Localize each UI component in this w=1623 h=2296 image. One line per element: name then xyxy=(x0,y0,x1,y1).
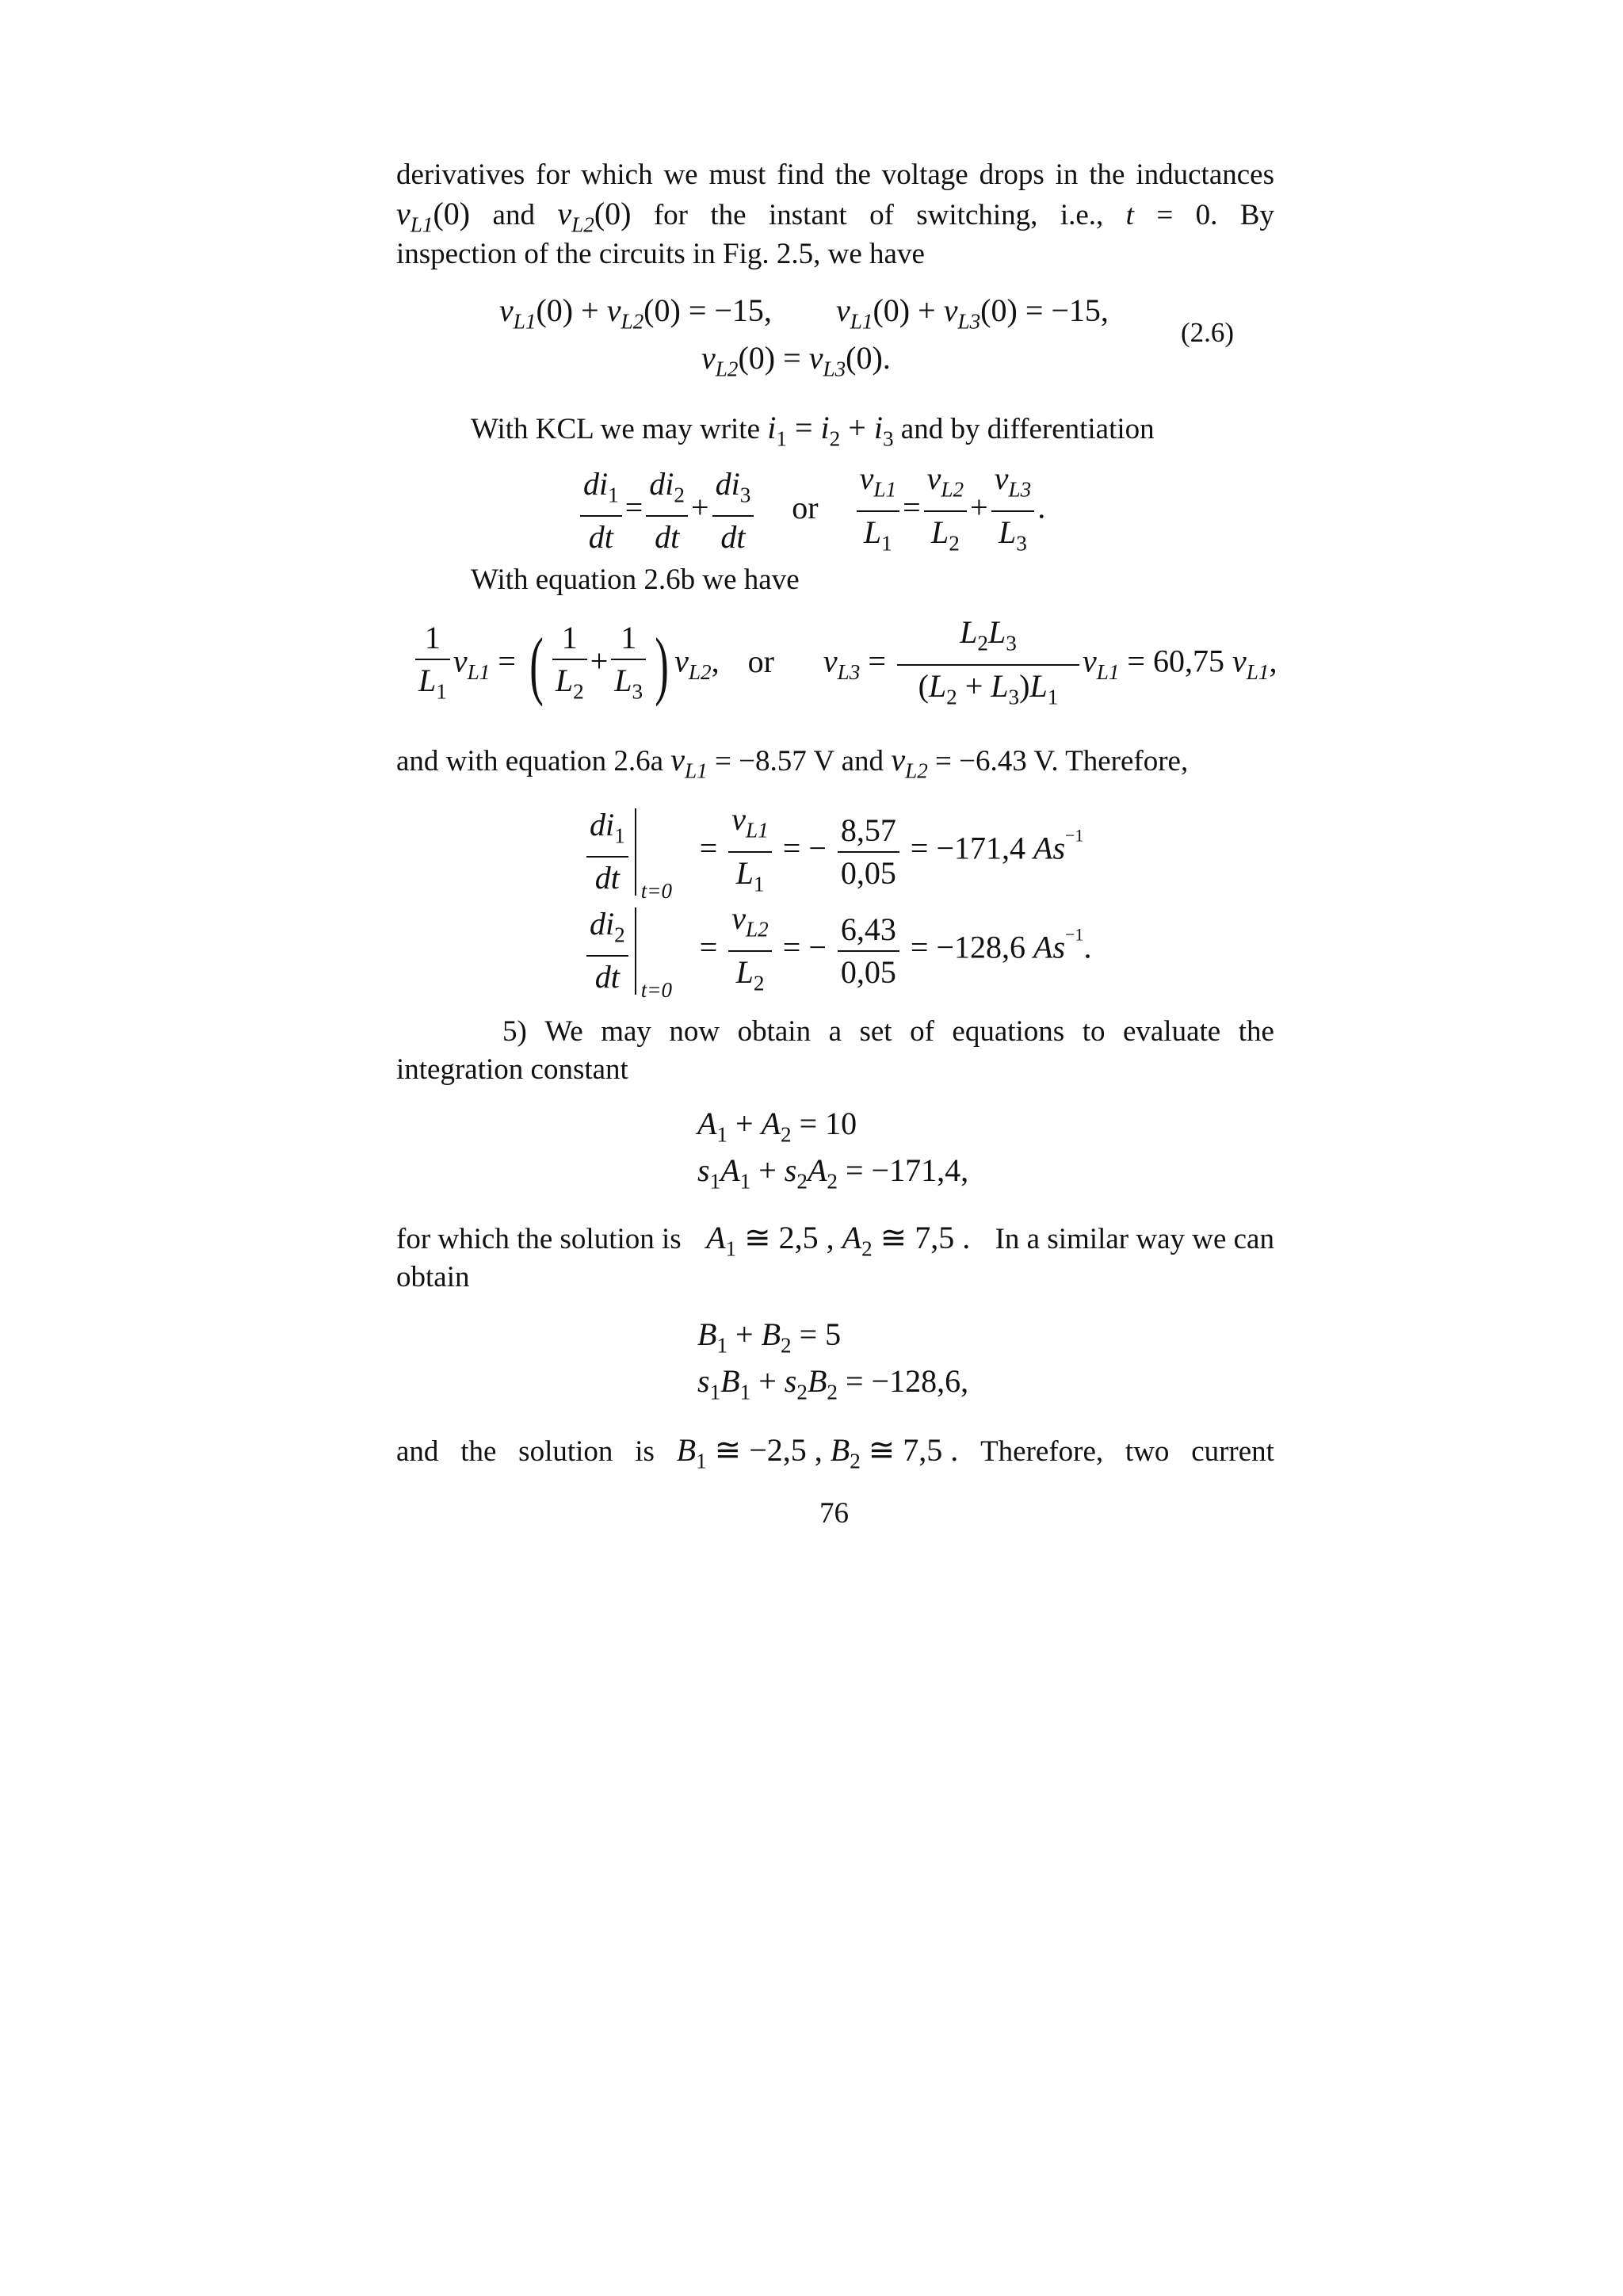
word: By xyxy=(1239,199,1274,231)
or-text-2: or xyxy=(747,643,774,679)
eq-2-6-row1-right: $v_{L1}(0) + v_{L3}(0) = -15$, xyxy=(836,292,1109,334)
system-b-row-1: $B_1 + B_2 = 5$ xyxy=(697,1316,842,1358)
equation-number: (2.6) xyxy=(1181,317,1235,348)
system-b-row-2: $s_1B_1 + s_2B_2 = -128,6$, xyxy=(697,1363,969,1404)
word: 0. xyxy=(1195,199,1218,231)
kcl-line: With KCL we may write $i_1 = i_2 + i_3$ and by differentiation xyxy=(471,410,1155,451)
page-number: 76 xyxy=(819,1497,849,1530)
word: = xyxy=(1156,199,1174,231)
word: switching, xyxy=(916,199,1038,231)
eval-di1: $\frac{di_1}{dt}$ t=0 = $\frac{v_{L1}}{L_1}$ = − $\frac{8,57}{0,05}$ = −171,4 $As^{-1}$ xyxy=(583,799,1083,904)
solution-a-line-1: for which the solution is $A_1$ ≅ 2,5 , $A_2$ ≅ 7,5 . In a similar way we can xyxy=(396,1220,1274,1261)
paragraph-1-line-3: inspection of the circuits in Fig. 2.5, we have xyxy=(396,238,925,270)
word: i.e., xyxy=(1060,199,1104,231)
eq-2-6-row2: $v_{L2}(0) = v_{L3}(0)$. xyxy=(701,340,891,381)
word: instant xyxy=(769,199,847,231)
step5-line-1: 5) We may now obtain a set of equations to evaluate the xyxy=(502,1015,1274,1048)
eval-di2: $\frac{di_2}{dt}$ t=0 = $\frac{v_{L2}}{L_2}$ = − $\frac{6,43}{0,05}$ = −128,6 $As^{-1}$. xyxy=(583,898,1091,1003)
system-a-row-2: $s_1A_1 + s_2A_2 = -171,4$, xyxy=(697,1152,969,1194)
word: the xyxy=(710,199,747,231)
or-text: or xyxy=(792,489,819,525)
word: t xyxy=(1125,199,1134,231)
paragraph-1-line-1: derivatives for which we must find the voltage drops in the inductances xyxy=(396,159,1274,191)
word: of xyxy=(869,199,894,231)
v-l1-zero: $v_{L1}(0)$ xyxy=(396,196,471,237)
frac-vl2-l2: $\frac{v_{L2}}{L_2}$ xyxy=(924,458,967,563)
derivative-equation: $\frac{di_1}{dt}$ = $\frac{di_2}{dt}$ + $\frac{di_3}{dt}$ or $\frac{v_{L1}}{L_1}$ = $\frac{v_{L2}}{L_2}$ + $\frac{v_{L3}}{L_3}$ . xyxy=(577,458,1045,563)
frac-vl3-l3: $\frac{v_{L3}}{L_3}$ xyxy=(991,458,1034,563)
eq-2-6-row1-left: $v_{L1}(0) + v_{L2}(0) = -15$, xyxy=(499,292,772,334)
word: for xyxy=(653,199,689,231)
frac-di1-dt: $\frac{di_1}{dt}$ xyxy=(580,464,622,559)
frac-di3-dt: $\frac{di_3}{dt}$ xyxy=(712,464,754,559)
word: and xyxy=(492,199,535,231)
frac-vl1-l1: $\frac{v_{L1}}{L_1}$ xyxy=(857,458,899,563)
solution-a-line-2: obtain xyxy=(396,1261,470,1293)
values-line: and with equation 2.6a $v_{L1} = -8.57$ V and $v_{L2} = -6.43$ V. Therefore, xyxy=(396,742,1189,783)
step5-line-2: integration constant xyxy=(396,1053,628,1086)
v-l2-zero: $v_{L2}(0)$ xyxy=(557,196,632,237)
solution-b-line: and the solution is $B_1$ ≅ −2,5 , $B_2$ ≅ 7,5 . Therefore, two current xyxy=(396,1432,1274,1473)
inverse-equation: $\frac{1}{L_1}$ $v_{L1}$ = ( $\frac{1}{L_2}$ + $\frac{1}{L_3}$ ) $v_{L2}$, or $v_{L3}$ = $\frac{L_2L_3}{(L_2 + L_3)L_1}$ $v_{L1} = 60,75$ $v_{L1}$, xyxy=(412,612,1277,717)
with-eq-26b: With equation 2.6b we have xyxy=(471,563,800,596)
frac-di2-dt: $\frac{di_2}{dt}$ xyxy=(646,464,688,559)
system-a-row-1: $A_1 + A_2 = 10$ xyxy=(697,1106,857,1147)
